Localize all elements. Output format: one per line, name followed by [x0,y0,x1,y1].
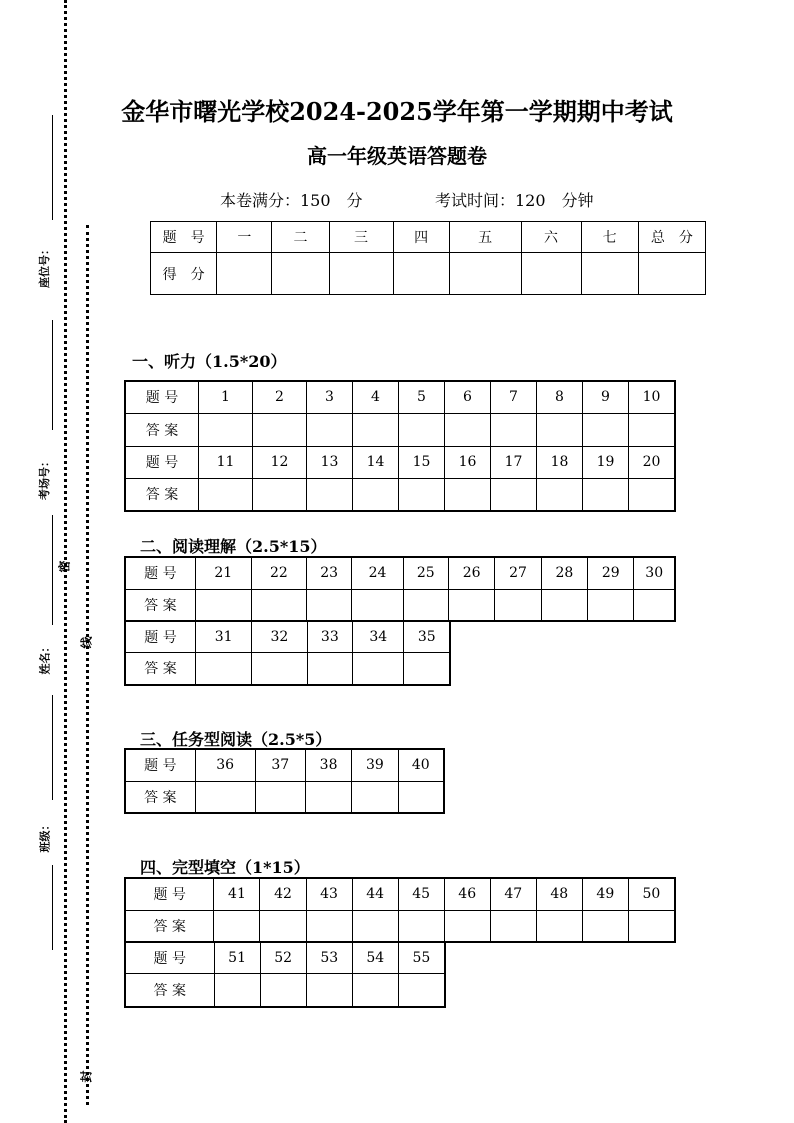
question-number: 51 [214,942,260,974]
answer-cell[interactable] [214,910,260,942]
binding-dotted-line-inner [86,225,89,1105]
answer-cell[interactable] [199,413,253,446]
answer-cell[interactable] [260,910,306,942]
question-number: 32 [252,621,307,653]
seal-char-mi: 密 [57,560,72,573]
answer-cell[interactable] [252,653,307,685]
section-4-answer-table-top [124,877,676,943]
answer-cell[interactable] [195,781,255,813]
question-number: 14 [353,446,399,478]
score-cell[interactable] [521,253,581,295]
answer-label: 答 案 [125,974,214,1007]
seal-char-xian: 线 [79,636,94,649]
answer-cell[interactable] [404,653,450,685]
section-1-title: 一、听力（1.5*20） [132,352,287,371]
question-number: 1 [199,381,253,413]
answer-cell[interactable] [195,589,251,621]
answer-cell[interactable] [444,910,490,942]
question-label: 题 号 [125,749,195,781]
question-label: 题 号 [125,381,199,413]
full-score-text: 本卷满分：150 分 [220,191,363,210]
answer-cell[interactable] [253,478,307,511]
binding-line-2 [52,320,53,430]
question-number: 26 [448,557,494,589]
answer-cell[interactable] [537,413,583,446]
question-number: 2 [253,381,307,413]
question-number: 15 [399,446,445,478]
question-number: 3 [307,381,353,413]
answer-cell[interactable] [253,413,307,446]
score-cell[interactable] [449,253,521,295]
answer-cell[interactable] [214,974,260,1007]
answer-cell[interactable] [260,974,306,1007]
score-cell[interactable] [393,253,449,295]
score-header-cell: 五 [449,222,521,253]
section-2-answer-table-bottom [124,620,451,686]
answer-cell[interactable] [307,589,352,621]
answer-cell[interactable] [491,413,537,446]
answer-cell[interactable] [307,478,353,511]
question-number: 22 [251,557,306,589]
question-number: 9 [583,381,629,413]
answer-cell[interactable] [352,589,403,621]
question-number: 44 [352,878,398,910]
question-number: 19 [583,446,629,478]
section-4-answer-table-bottom [124,941,446,1008]
answer-cell[interactable] [353,478,399,511]
answer-cell[interactable] [251,589,306,621]
question-number: 40 [398,749,444,781]
question-number: 8 [537,381,583,413]
answer-label: 答 案 [125,910,214,942]
question-number: 34 [353,621,404,653]
question-number: 5 [399,381,445,413]
question-number: 30 [634,557,675,589]
question-number: 36 [195,749,255,781]
question-number: 39 [352,749,398,781]
score-table [150,221,706,295]
answer-cell[interactable] [583,478,629,511]
exam-room-label: 考场号： [38,456,51,500]
score-header-cell: 三 [329,222,393,253]
question-label: 题 号 [125,942,214,974]
question-number: 53 [306,942,352,974]
score-cell[interactable] [638,253,705,295]
question-number: 4 [353,381,399,413]
answer-cell[interactable] [353,413,399,446]
answer-cell[interactable] [255,781,305,813]
question-number: 37 [255,749,305,781]
score-header-cell: 四 [393,222,449,253]
question-number: 54 [352,942,398,974]
answer-cell[interactable] [195,653,251,685]
answer-cell[interactable] [398,910,444,942]
score-cell[interactable] [329,253,393,295]
exam-title: 金华市曙光学校2024-2025学年第一学期期中考试 [121,97,673,126]
answer-cell[interactable] [448,589,494,621]
question-number: 47 [490,878,536,910]
answer-cell[interactable] [490,910,536,942]
binding-line-5 [52,865,53,950]
answer-label: 答 案 [125,653,195,685]
question-number: 41 [214,878,260,910]
section-4-title: 四、完型填空（1*15） [140,858,310,877]
section-2-title: 二、阅读理解（2.5*15） [140,537,327,556]
question-label: 题 号 [125,878,214,910]
question-number: 25 [403,557,448,589]
answer-label: 答 案 [125,478,199,511]
question-number: 46 [444,878,490,910]
score-cell[interactable] [581,253,638,295]
section-3-answer-table [124,748,445,814]
answer-cell[interactable] [583,413,629,446]
question-number: 52 [260,942,306,974]
exam-time-text: 考试时间：120 分钟 [435,191,594,210]
question-number: 18 [537,446,583,478]
answer-cell[interactable] [629,413,676,446]
score-row-label: 得 分 [151,253,217,295]
answer-cell[interactable] [398,781,444,813]
answer-cell[interactable] [398,974,445,1007]
question-number: 49 [582,878,628,910]
question-number: 7 [491,381,537,413]
answer-cell[interactable] [306,974,352,1007]
question-number: 17 [491,446,537,478]
question-number: 45 [398,878,444,910]
question-label: 题 号 [125,621,195,653]
score-header-cell: 题 号 [151,222,217,253]
score-header-cell: 二 [272,222,329,253]
section-3-title: 三、任务型阅读（2.5*5） [140,730,332,749]
answer-cell[interactable] [307,413,353,446]
answer-cell[interactable] [403,589,448,621]
question-number: 33 [307,621,353,653]
answer-cell[interactable] [588,589,634,621]
question-number: 27 [495,557,541,589]
answer-cell[interactable] [541,589,587,621]
question-label: 题 号 [125,446,199,478]
class-label: 班级： [38,819,52,853]
seal-char-feng: 封 [79,1070,94,1083]
question-number: 42 [260,878,306,910]
answer-cell[interactable] [199,478,253,511]
question-number: 55 [398,942,445,974]
binding-line-3 [52,515,53,625]
answer-cell[interactable] [352,781,398,813]
answer-cell[interactable] [353,653,404,685]
seat-number-label: 座位号： [38,244,51,288]
score-cell[interactable] [217,253,272,295]
answer-cell[interactable] [634,589,675,621]
answer-label: 答 案 [125,589,195,621]
score-header-cell: 一 [217,222,272,253]
answer-label: 答 案 [125,413,199,446]
answer-cell[interactable] [305,781,351,813]
answer-cell[interactable] [628,910,675,942]
question-number: 28 [541,557,587,589]
answer-cell[interactable] [445,413,491,446]
question-number: 24 [352,557,403,589]
question-number: 11 [199,446,253,478]
answer-cell[interactable] [306,910,352,942]
binding-line-4 [52,695,53,800]
question-number: 20 [629,446,676,478]
question-number: 23 [307,557,352,589]
answer-label: 答 案 [125,781,195,813]
question-number: 43 [306,878,352,910]
question-number: 31 [195,621,251,653]
section-2-answer-table-top [124,556,676,622]
answer-cell[interactable] [352,910,398,942]
score-cell[interactable] [272,253,329,295]
question-label: 题 号 [125,557,195,589]
answer-cell[interactable] [399,478,445,511]
score-header-cell: 六 [521,222,581,253]
question-number: 48 [536,878,582,910]
answer-cell[interactable] [399,413,445,446]
question-number: 13 [307,446,353,478]
question-number: 12 [253,446,307,478]
answer-cell[interactable] [445,478,491,511]
answer-cell[interactable] [307,653,353,685]
name-label: 姓名： [38,641,52,675]
answer-cell[interactable] [491,478,537,511]
answer-cell[interactable] [582,910,628,942]
question-number: 10 [629,381,676,413]
answer-cell[interactable] [352,974,398,1007]
section-1-answer-table [124,380,676,512]
score-header-cell: 总 分 [638,222,705,253]
question-number: 29 [588,557,634,589]
score-header-cell: 七 [581,222,638,253]
answer-cell[interactable] [495,589,541,621]
question-number: 50 [628,878,675,910]
answer-cell[interactable] [629,478,676,511]
question-number: 21 [195,557,251,589]
question-number: 16 [445,446,491,478]
question-number: 6 [445,381,491,413]
exam-subtitle: 高一年级英语答题卷 [307,144,487,168]
question-number: 38 [305,749,351,781]
question-number: 35 [404,621,450,653]
answer-cell[interactable] [536,910,582,942]
answer-cell[interactable] [537,478,583,511]
